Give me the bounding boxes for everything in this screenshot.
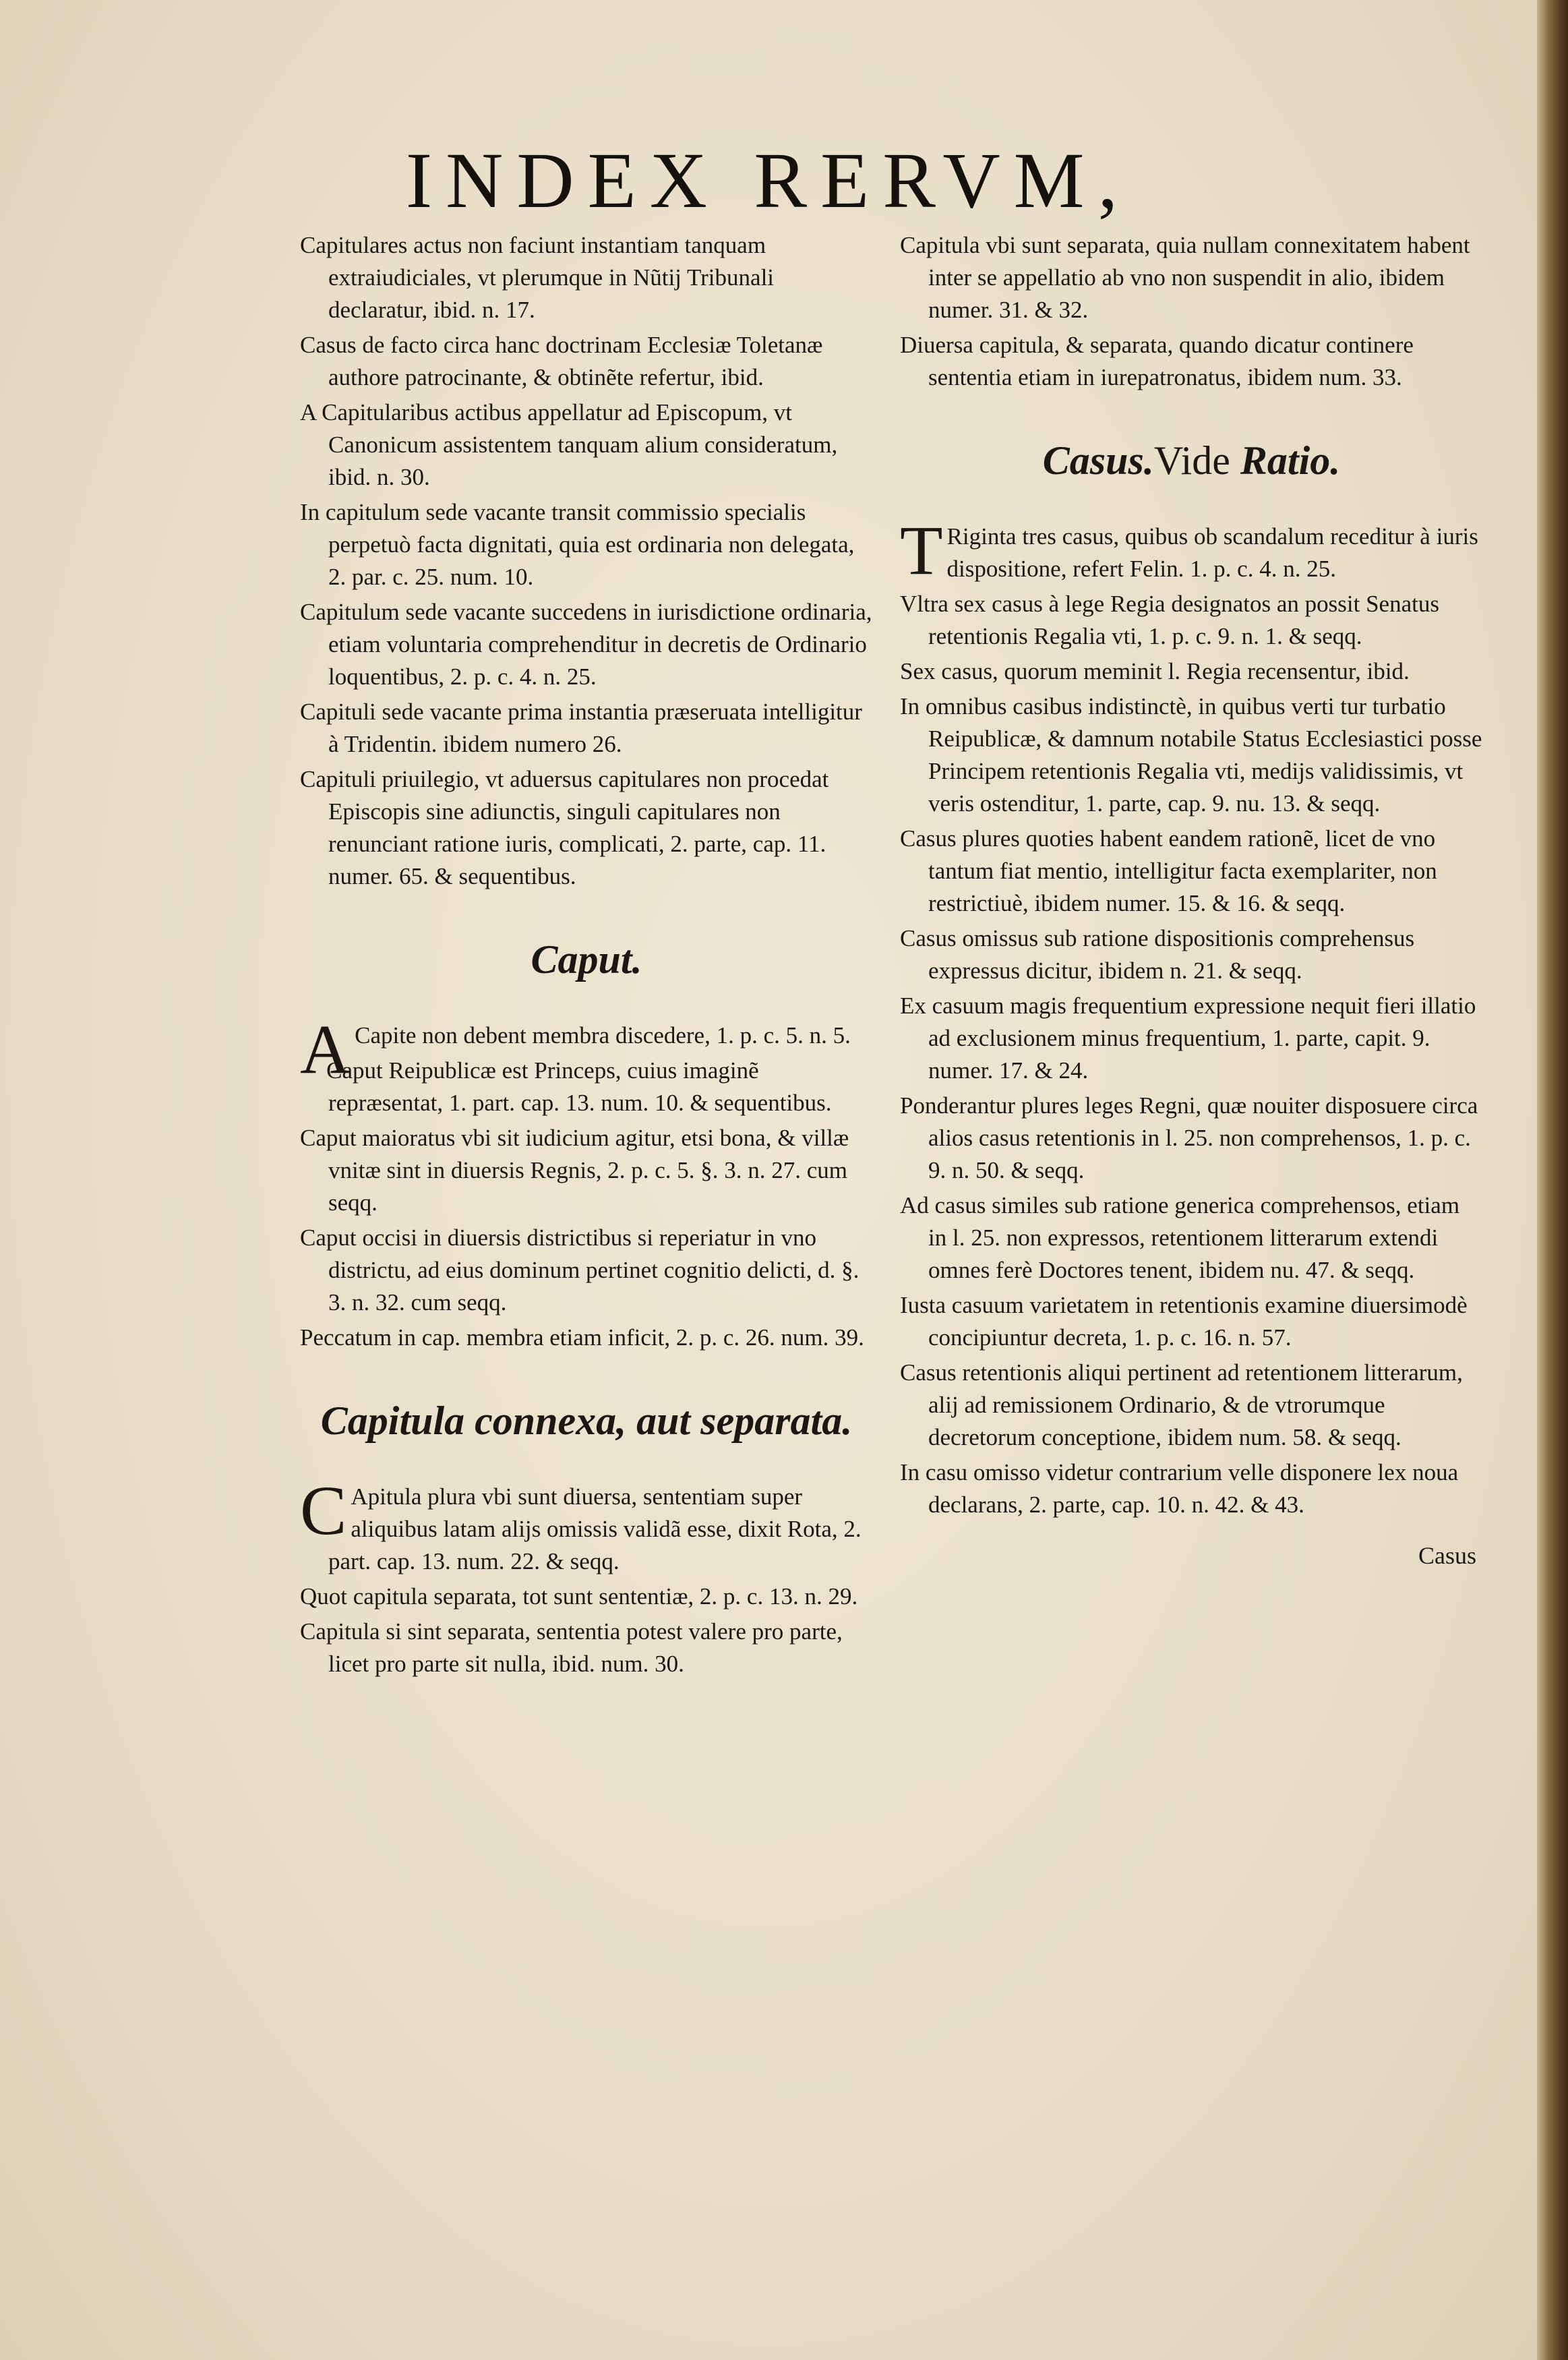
index-entry: Vltra sex casus à lege Regia designatos an possit Senatus retentionis Regalia vti, 1. p. c. 9. n. 1. & seqq. — [900, 591, 1439, 649]
index-entry: Casus omissus sub ratione dispositionis comprehensus expressus dicitur, ibidem n. 21. & seqq. — [900, 925, 1415, 984]
dropcap-entry-capitula — [300, 1472, 873, 1578]
index-entry: Capitulares actus non faciunt instantiam tanquam extraiudiciales, vt plerumque in Nũtij Tribunali declaratur, ibid. n. 17. — [300, 232, 775, 323]
casus-entries — [900, 588, 1483, 1521]
index-entry: Peccatum in cap. membra etiam inficit, 2. p. c. 26. num. 39. — [300, 1324, 864, 1351]
index-entry: Caput occisi in diuersis districtibus si reperiatur in vno districtu, ad eius dominum pertinet cognitio delicti, d. §. 3. n. 32. cum seqq. — [300, 1225, 860, 1316]
index-entry: Iusta casuum varietatem in retentionis examine diuersimodè concipiuntur decreta, 1. p. c. 16. n. 57. — [900, 1292, 1468, 1351]
dropcap-letter: A — [300, 1011, 351, 1088]
left-column — [300, 229, 873, 1683]
index-entry: Casus plures quoties habent eandem rationẽ, licet de vno tantum fiat mentio, intelligitur facta exemplariter, non restrictiuè, ibidem numer. 15. & 16. & seqq. — [900, 825, 1437, 916]
heading-part: Casus. — [1042, 438, 1154, 483]
index-entry: Capituli sede vacante prima instantia præseruata intelligitur à Tridentin. ibidem numero 26. — [300, 699, 862, 757]
section-heading-casus — [900, 434, 1483, 487]
index-entry: Casus de facto circa hanc doctrinam Ecclesiæ Toletanæ authore patrocinante, & obtinẽte refertur, ibid. — [300, 332, 823, 390]
book-binding-edge — [1537, 0, 1568, 2360]
index-entry: Caput maioratus vbi sit iudicium agitur, etsi bona, & villæ vnitæ sint in diuersis Regnis, 2. p. c. 5. §. 3. n. 27. cum seqq. — [300, 1125, 849, 1216]
right-column — [900, 229, 1483, 1570]
dropcap-letter: T — [900, 512, 943, 589]
index-entry: Capituli priuilegio, vt aduersus capitulares non procedat Episcopis sine adiunctis, singuli capitulares non renunciant ratione iuris, complicati, 2. parte, cap. 11. numer. 65. & sequentibus. — [300, 766, 829, 889]
left-entries-top — [300, 229, 873, 893]
index-entry: Sex casus, quorum meminit l. Regia recensentur, ibid. — [900, 658, 1410, 684]
index-entry: Casus retentionis aliqui pertinent ad retentionem litterarum, alij ad remissionem Ordinario, & de vtrorumque decretorum conceptione, ibidem num. 58. & seqq. — [900, 1359, 1463, 1450]
heading-part: Vide — [1153, 438, 1230, 483]
capitula-entries — [300, 1581, 873, 1680]
dropcap-entry-casus — [900, 512, 1483, 589]
index-entry: In casu omisso videtur contrarium velle disponere lex noua declarans, 2. parte, cap. 10. n. 42. & 43. — [900, 1459, 1459, 1518]
index-entry: Diuersa capitula, & separata, quando dicatur continere sententia etiam in iurepatronatus, ibidem num. 33. — [900, 332, 1414, 390]
entry-text: Riginta tres casus, quibus ob scandalum receditur à iuris dispositione, refert Felin. 1. p. c. 4. n. 25. — [946, 523, 1478, 582]
dropcap-letter: C — [300, 1472, 347, 1550]
caput-entries — [300, 1055, 873, 1354]
index-entry: Ad casus similes sub ratione generica comprehensos, etiam in l. 25. non expressos, retentionem litterarum extendi omnes ferè Doctores tenent, ibidem nu. 47. & seqq. — [900, 1192, 1460, 1283]
catchword: Casus — [1418, 1542, 1476, 1569]
running-head: INDEX RERVM, — [405, 136, 1132, 225]
right-entries-top — [900, 229, 1483, 394]
index-entry: Capitula vbi sunt separata, quia nullam connexitatem habent inter se appellatio ab vno non suspendit in alio, ibidem numer. 31. & 32. — [900, 232, 1470, 323]
index-entry: In omnibus casibus indistinctè, in quibus verti tur turbatio Reipublicæ, & damnum notabile Status Ecclesiastici posse Principem retentionis Regalia vti, medijs validissimis, vt veris ostenditur, 1. parte, cap. 9. nu. 13. & seqq. — [900, 693, 1482, 817]
index-entry: Capitula si sint separata, sententia potest valere pro parte, licet pro parte sit nulla, ibid. num. 30. — [300, 1618, 843, 1677]
heading-part: Ratio. — [1240, 438, 1341, 483]
index-entry: Ex casuum magis frequentium expressione nequit fieri illatio ad exclusionem minus frequentium, 1. parte, capit. 9. numer. 17. & 24. — [900, 993, 1476, 1084]
entry-text: Capite non debent membra discedere, 1. p. c. 5. n. 5. — [355, 1022, 851, 1049]
index-entry: Caput Reipublicæ est Princeps, cuius imaginẽ repræsentat, 1. part. cap. 13. num. 10. & sequentibus. — [326, 1057, 832, 1116]
index-entry: Quot capitula separata, tot sunt sententiæ, 2. p. c. 13. n. 29. — [300, 1583, 858, 1610]
index-entry: A Capitularibus actibus appellatur ad Episcopum, vt Canonicum assistentem tanquam alium consideratum, ibid. n. 30. — [300, 399, 838, 490]
entry-text: Apitula plura vbi sunt diuersa, sententiam super aliquibus latam alijs omissis validã esse, dixit Rota, 2. part. cap. 13. num. 22. & seqq. — [328, 1483, 862, 1574]
index-entry: Ponderantur plures leges Regni, quæ nouiter disposuere circa alios casus retentionis in l. 25. non comprehensos, 1. p. c. 9. n. 50. & seqq. — [900, 1092, 1478, 1183]
section-heading-capitula: Capitula connexa, aut separata. — [320, 1398, 853, 1443]
section-heading-caput: Caput. — [531, 937, 642, 982]
index-entry: Capitulum sede vacante succedens in iurisdictione ordinaria, etiam voluntaria comprehenditur in decretis de Ordinario loquentibus, 2. p. c. 4. n. 25. — [300, 599, 872, 690]
index-entry: In capitulum sede vacante transit commissio specialis perpetuò facta dignitati, quia est ordinaria non delegata, 2. par. c. 25. num. 10. — [300, 499, 855, 590]
